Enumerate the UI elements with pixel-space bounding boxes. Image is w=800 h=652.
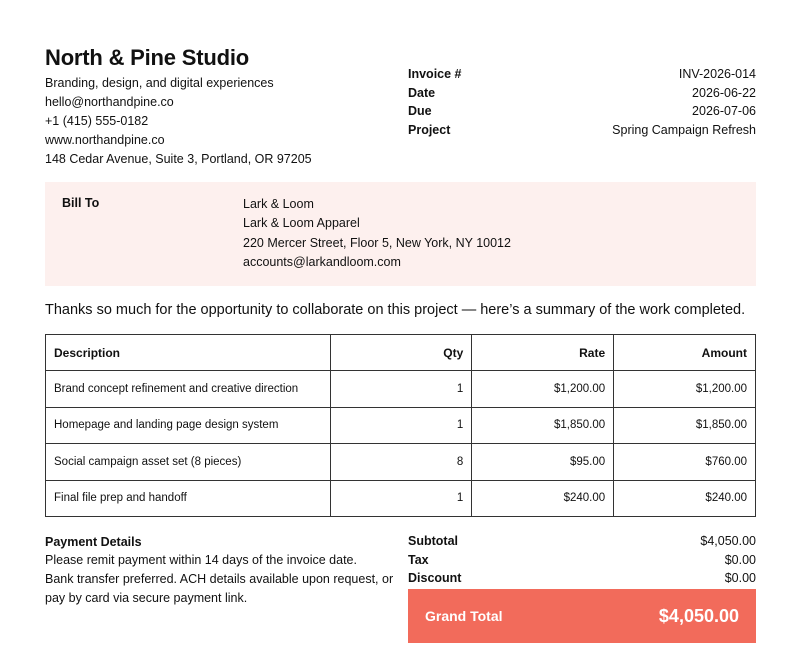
bill-to-client-name: Lark & Loom [243,197,314,211]
table-row [46,407,756,444]
tax-label: Tax [408,552,429,567]
table-header-row [46,335,756,371]
grand-total-label: Grand Total [425,608,503,624]
header-amount: Amount [614,335,756,371]
cell-rate: $1,200.00 [472,371,614,408]
payment-method: Bank transfer preferred. ACH details available upon request, or [45,571,394,586]
meta-row-due [408,102,756,121]
tax-value: $0.00 [724,552,756,567]
invoice-meta [408,65,756,139]
payment-details [45,533,395,607]
cell-description: Homepage and landing page design system [46,407,331,444]
bill-to-email: accounts@larkandloom.com [243,254,401,269]
cell-amount: $1,200.00 [614,371,756,408]
meta-label: Due [408,104,432,118]
company-email: hello@northandpine.co [45,95,174,109]
company-address: 148 Cedar Avenue, Suite 3, Portland, OR 97205 [45,152,312,166]
discount-value: $0.00 [724,571,756,585]
subtotal-value: $4,050.00 [700,534,756,548]
totals-block [408,532,756,588]
payment-details-title: Payment Details [45,535,142,549]
discount-label: Discount [408,571,462,585]
intro-message: Thanks so much for the opportunity to collaborate on this project — here’s a summary of the work completed. [45,302,746,318]
cell-qty: 8 [330,444,472,481]
cell-qty: 1 [330,480,472,517]
bill-to-label: Bill To [62,196,100,210]
meta-label: Date [408,85,436,100]
cell-description: Brand concept refinement and creative direction [46,371,331,408]
cell-rate: $95.00 [472,444,614,481]
meta-row-project [408,121,756,140]
cell-description: Social campaign asset set (8 pieces) [46,444,331,481]
header-qty: Qty [330,335,472,371]
bill-to-address: 220 Mercer Street, Floor 5, New York, NY 10012 [243,235,511,250]
table-row [46,480,756,517]
bill-to-company: Lark & Loom Apparel [243,216,360,231]
subtotal-row [408,532,756,551]
payment-terms: Please remit payment within 14 days of the invoice date. [45,553,357,567]
meta-label: Invoice # [408,67,462,81]
meta-row-date [408,84,756,103]
cell-rate: $240.00 [472,480,614,517]
cell-qty: 1 [330,371,472,408]
meta-value: Spring Campaign Refresh [612,122,756,137]
company-website: www.northandpine.co [45,133,165,147]
company-tagline: Branding, design, and digital experiences [45,76,274,90]
cell-qty: 1 [330,407,472,444]
line-items-table [45,334,756,517]
meta-label: Project [408,122,451,137]
table-row [46,444,756,481]
meta-row-invoice-number [408,65,756,84]
company-name: North & Pine Studio [45,45,249,70]
subtotal-label: Subtotal [408,534,458,548]
grand-total-bar [408,589,756,643]
header-rate: Rate [472,335,614,371]
grand-total-value: $4,050.00 [658,605,739,626]
company-phone: +1 (415) 555-0182 [45,114,149,128]
cell-amount: $760.00 [614,444,756,481]
header-description: Description [46,335,331,371]
payment-method-card: pay by card via secure payment link. [45,590,248,605]
meta-value: 2026-07-06 [692,104,756,118]
cell-amount: $1,850.00 [614,407,756,444]
tax-row [408,551,756,570]
company-block [45,44,375,169]
cell-rate: $1,850.00 [472,407,614,444]
table-row [46,371,756,408]
meta-value: 2026-06-22 [692,85,756,100]
bill-to-details [243,195,511,272]
discount-row [408,569,756,588]
cell-amount: $240.00 [614,480,756,517]
meta-value: INV-2026-014 [678,67,756,81]
bill-to-section [45,182,756,286]
cell-description: Final file prep and handoff [46,480,331,517]
